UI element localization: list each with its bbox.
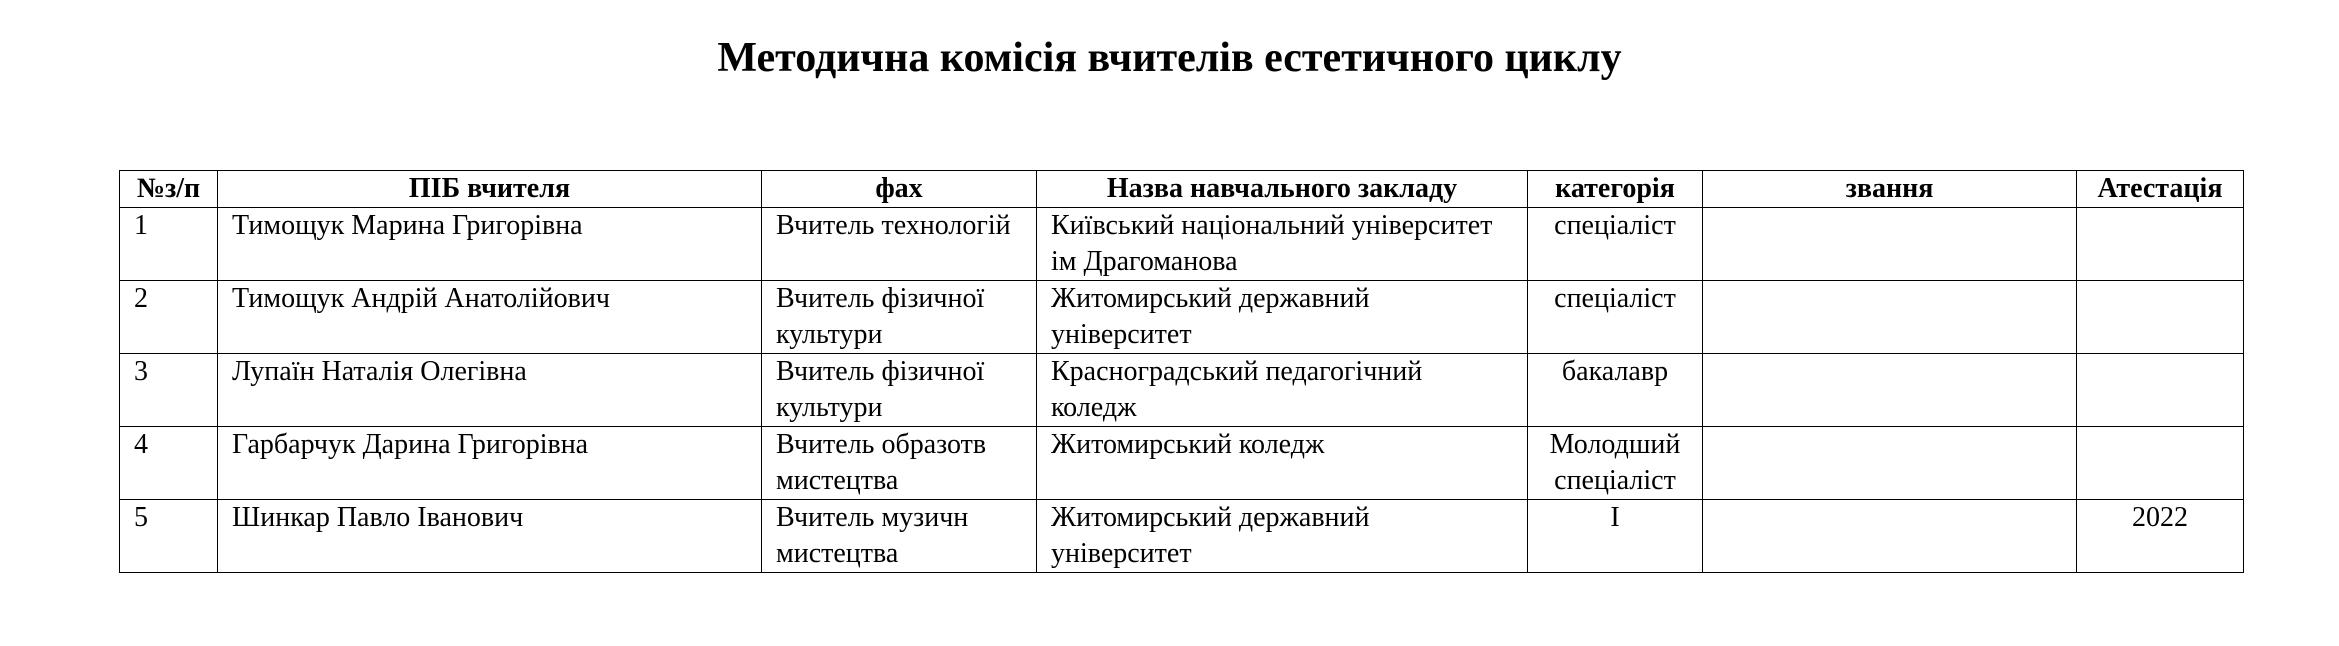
cell-num: 4 [120,427,218,500]
table-row [120,281,2244,354]
cell-category: І [1528,500,1703,573]
cell-institution: Київський національний університет ім Драгоманова [1037,208,1528,281]
cell-rank [1703,208,2077,281]
cell-attestation [2077,281,2244,354]
header-rank: звання [1703,171,2077,208]
table-row [120,500,2244,573]
cell-attestation: 2022 [2077,500,2244,573]
cell-category: спеціаліст [1528,281,1703,354]
cell-name: Тимощук Андрій Анатолійович [218,281,762,354]
cell-num: 2 [120,281,218,354]
cell-num: 3 [120,354,218,427]
header-row [120,171,2244,208]
cell-institution: Житомирський державний університет [1037,281,1528,354]
cell-category: бакалавр [1528,354,1703,427]
table-row [120,208,2244,281]
cell-attestation [2077,427,2244,500]
cell-category: спеціаліст [1528,208,1703,281]
cell-specialty: Вчитель образотв мистецтва [762,427,1037,500]
cell-rank [1703,354,2077,427]
header-name: ПІБ вчителя [218,171,762,208]
cell-specialty: Вчитель фізичної культури [762,354,1037,427]
cell-specialty: Вчитель технологій [762,208,1037,281]
cell-name: Шинкар Павло Іванович [218,500,762,573]
header-institution: Назва навчального закладу [1037,171,1528,208]
cell-num: 1 [120,208,218,281]
page-title: Методична комісія вчителів естетичного циклу [717,35,1622,81]
cell-attestation [2077,208,2244,281]
table-row [120,354,2244,427]
header-specialty: фах [762,171,1037,208]
cell-institution: Житомирський державний університет [1037,500,1528,573]
cell-attestation [2077,354,2244,427]
header-num: №з/п [120,171,218,208]
cell-name: Гарбарчук Дарина Григорівна [218,427,762,500]
table-row [120,427,2244,500]
cell-rank [1703,500,2077,573]
cell-rank [1703,281,2077,354]
cell-num: 5 [120,500,218,573]
cell-rank [1703,427,2077,500]
cell-name: Тимощук Марина Григорівна [218,208,762,281]
cell-institution: Красноградський педагогічний коледж [1037,354,1528,427]
cell-specialty: Вчитель фізичної культури [762,281,1037,354]
cell-specialty: Вчитель музичн мистецтва [762,500,1037,573]
cell-institution: Житомирський коледж [1037,427,1528,500]
header-category: категорія [1528,171,1703,208]
header-attestation: Атестація [2077,171,2244,208]
teachers-table [119,170,2244,573]
cell-category: Молодший спеціаліст [1528,427,1703,500]
cell-name: Лупаїн Наталія Олегівна [218,354,762,427]
